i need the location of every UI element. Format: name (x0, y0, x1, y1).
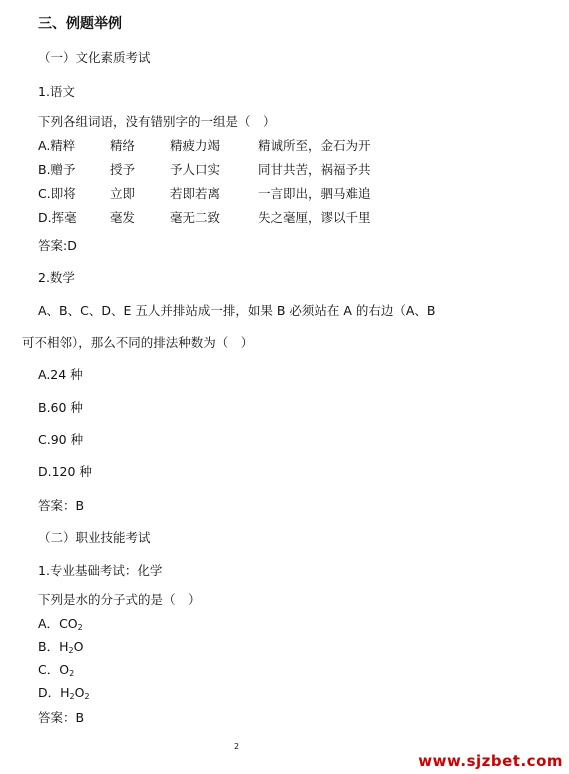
option-a-col2: 精络 (110, 138, 136, 153)
subscript: 2 (84, 692, 90, 701)
option-prefix: A． (38, 616, 60, 631)
math-label: 2.数学 (38, 270, 75, 285)
option-d-col1: D.挥毫 (38, 210, 77, 225)
chemistry-option-c (38, 662, 74, 678)
math-answer: 答案：B (38, 498, 85, 513)
math-question-line1: A、B、C、D、E 五人并排站成一排，如果 B 必须站在 A 的右边（A、B (38, 303, 436, 318)
option-b-col1: B.赠予 (38, 162, 76, 177)
chinese-option-d (38, 210, 371, 226)
chinese-question: 下列各组词语，没有错别字的一组是（ ） (38, 114, 276, 129)
option-d-col3: 毫无二致 (170, 210, 221, 225)
chinese-option-c (38, 186, 371, 202)
option-a-col1: A.精粹 (38, 138, 76, 153)
math-option-d: D.120 种 (38, 464, 92, 479)
subscript: 2 (77, 623, 83, 632)
chemistry-option-a (38, 616, 83, 632)
formula: H (59, 639, 69, 654)
part1-heading: （一）文化素质考试 (38, 50, 151, 65)
formula-tail: O (73, 639, 84, 654)
option-c-col3: 若即若离 (170, 186, 221, 201)
option-b-col3: 予人口实 (170, 162, 221, 177)
watermark-text: www.sjzbet.com (418, 752, 563, 770)
chemistry-answer: 答案：B (38, 710, 85, 725)
option-a-col3: 精疲力竭 (170, 138, 221, 153)
formula: O (59, 662, 70, 677)
part2-heading: （二）职业技能考试 (38, 530, 151, 545)
option-a-col4: 精诚所至，金石为开 (258, 138, 371, 153)
chemistry-label: 1.专业基础考试：化学 (38, 563, 163, 578)
math-option-c: C.90 种 (38, 432, 84, 447)
option-d-col4: 失之毫厘，谬以千里 (258, 210, 371, 225)
chemistry-question: 下列是水的分子式的是（ ） (38, 592, 201, 607)
page-number: 2 (234, 742, 240, 751)
formula: CO (59, 616, 78, 631)
formula-tail: O (74, 685, 85, 700)
math-option-b: B.60 种 (38, 400, 83, 415)
option-b-col4: 同甘共苦，祸福予共 (258, 162, 371, 177)
chemistry-option-d (38, 685, 90, 701)
option-c-col4: 一言即出，驷马难追 (258, 186, 371, 201)
math-option-a: A.24 种 (38, 367, 83, 382)
chemistry-option-b (38, 639, 83, 655)
subscript: 2 (69, 669, 75, 678)
subscript: 2 (68, 646, 74, 655)
subscript: 2 (69, 692, 75, 701)
option-prefix: C． (38, 662, 60, 677)
option-c-col2: 立即 (110, 186, 136, 201)
math-question-line2: 可不相邻），那么不同的排法种数为（ ） (22, 335, 254, 350)
option-prefix: D． (38, 685, 61, 700)
chinese-label: 1.语文 (38, 84, 75, 99)
option-c-col1: C.即将 (38, 186, 76, 201)
section-title: 三、例题举例 (38, 16, 122, 32)
option-d-col2: 毫发 (110, 210, 136, 225)
formula: H (60, 685, 70, 700)
option-prefix: B． (38, 639, 60, 654)
chinese-answer: 答案:D (38, 238, 77, 253)
chinese-option-b (38, 162, 371, 178)
option-b-col2: 授予 (110, 162, 136, 177)
chinese-option-a (38, 138, 371, 154)
